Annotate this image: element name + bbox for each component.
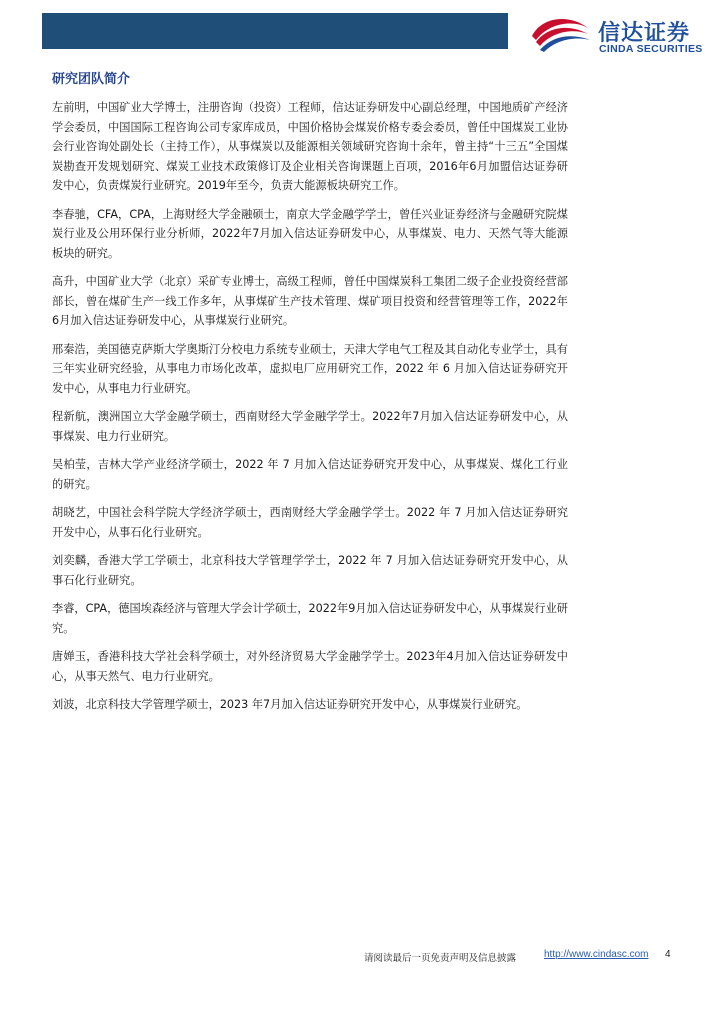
- logo-english-text: CINDA SECURITIES: [599, 43, 703, 55]
- team-bios: [52, 98, 568, 724]
- logo-chinese-text: 信达证券: [598, 21, 691, 46]
- bio-paragraph: 吴柏莹，吉林大学产业经济学硕士，2022 年 7 月加入信达证券研究开发中心，从事煤炭、煤化工行业的研究。: [52, 458, 568, 491]
- header-bar: [42, 13, 508, 49]
- footer-disclaimer: 请阅读最后一页免责声明及信息披露: [364, 953, 517, 964]
- bio-paragraph: 李睿，CPA，德国埃森经济与管理大学会计学硕士，2022年9月加入信达证券研发中心，从事煤炭行业研究。: [52, 602, 568, 635]
- cinda-logo-icon: [530, 14, 592, 54]
- company-logo: [530, 14, 710, 58]
- bio-paragraph: 刘波，北京科技大学管理学硕士，2023 年7月加入信达证券研究开发中心，从事煤炭行业研究。: [52, 698, 528, 711]
- bio-paragraph: 李春驰，CFA，CPA，上海财经大学金融硕士，南京大学金融学学士，曾任兴业证券经济与金融研究院煤炭行业及公用环保行业分析师，2022年7月加入信达证券研发中心，从事煤炭、电力、天然气等大能源板块的研究。: [52, 207, 568, 260]
- bio-paragraph: 胡晓艺，中国社会科学院大学经济学硕士，西南财经大学金融学学士。2022 年 7 月加入信达证券研究开发中心，从事石化行业研究。: [52, 506, 568, 539]
- page-number: 4: [665, 949, 671, 960]
- bio-paragraph: 左前明，中国矿业大学博士，注册咨询（投资）工程师，信达证券研发中心副总经理，中国地质矿产经济学会委员，中国国际工程咨询公司专家库成员，中国价格协会煤炭价格专委会委员，曾任中国煤炭工业协会行业咨询处副处长（主持工作），从事煤炭以及能源相关领域研究咨询十余年，曾主持“十三五”全国煤炭勘查开发规划研究、煤炭工业技术政策修订及企业相关咨询课题上百项，2016年6月加盟信达证券研发中心，负责煤炭行业研究。2019年至今，负责大能源板块研究工作。: [52, 101, 568, 192]
- bio-paragraph: 刘奕麟，香港大学工学硕士，北京科技大学管理学学士，2022 年 7 月加入信达证券研究开发中心，从事石化行业研究。: [52, 554, 568, 587]
- bio-paragraph: 邢秦浩，美国德克萨斯大学奥斯汀分校电力系统专业硕士，天津大学电气工程及其自动化专业学士，具有三年实业研究经验，从事电力市场化改革，虚拟电厂应用研究工作，2022 年 6 月加入信达证券研究开发中心，从事电力行业研究。: [52, 342, 568, 395]
- bio-paragraph: 程新航，澳洲国立大学金融学硕士，西南财经大学金融学学士。2022年7月加入信达证券研发中心，从事煤炭、电力行业研究。: [52, 410, 568, 443]
- bio-paragraph: 唐婵玉，香港科技大学社会科学硕士，对外经济贸易大学金融学学士。2023年4月加入信达证券研发中心，从事天然气、电力行业研究。: [52, 650, 568, 683]
- section-title: 研究团队简介: [52, 72, 131, 87]
- bio-paragraph: 高升，中国矿业大学（北京）采矿专业博士，高级工程师，曾任中国煤炭科工集团二级子企业投资经营部部长，曾在煤矿生产一线工作多年，从事煤矿生产技术管理、煤矿项目投资和经营管理等工作，2022年6月加入信达证券研发中心，从事煤炭行业研究。: [52, 275, 568, 327]
- footer-website-link[interactable]: http://www.cindasc.com: [544, 949, 649, 960]
